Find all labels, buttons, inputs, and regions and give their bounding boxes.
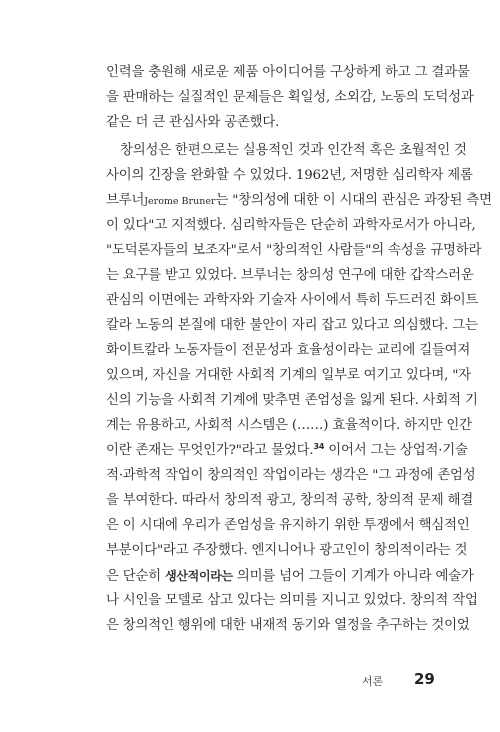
text-line: 을 판매하는 실질적인 문제들은 획일성, 소외감, 노동의 도덕성과 [106, 90, 474, 105]
text-line: 인력을 충원해 새로운 제품 아이디어를 구상하게 하고 그 결과물 [106, 65, 470, 80]
footnote-marker: 34 [313, 442, 325, 451]
text-line: 칼라 노동의 본질에 대한 불안이 자리 잡고 있다고 의심했다. 그는 [106, 318, 478, 333]
page-number: 29 [414, 670, 435, 688]
text-line [106, 440, 468, 462]
text-span: 는 "창의성에 대한 이 시대의 관심은 과장된 측면 [215, 193, 492, 208]
text-line: 창의성은 한편으로는 실용적인 것과 인간적 혹은 초월적인 것 [120, 143, 467, 158]
text-line: 화이트칼라 노동자들이 전문성과 효율성이라는 교리에 길들여져 [106, 343, 471, 358]
text-line: 적·과학적 작업이 창의적인 작업이라는 생각은 "그 과정에 존엄성 [106, 468, 476, 483]
text-line: 은 이 시대에 우리가 존엄성을 유지하기 위한 투쟁에서 핵심적인 [106, 518, 470, 533]
text-line: 부분이다"라고 주장했다. 엔지니어나 광고인이 창의적이라는 것 [106, 543, 468, 558]
text-line: 이 있다"고 지적했다. 심리학자들은 단순히 과학자로서가 아니라, [106, 218, 476, 233]
text-line [106, 190, 492, 212]
text-span: 브루너 [106, 193, 145, 208]
text-line: 나 시인을 모델로 삼고 있다는 의미를 지니고 있었다. 창의적 작업 [106, 593, 478, 608]
text-line: 관심의 이면에는 과학자와 기술자 사이에서 특히 두드러진 화이트 [106, 293, 479, 308]
text-line: 은 창의적인 행위에 대한 내재적 동기와 열정을 추구하는 것이었 [106, 618, 470, 633]
text-line: 는 요구를 받고 있었다. 브루너는 창의성 연구에 대한 갑작스러운 [106, 268, 474, 283]
text-line: 계는 유용하고, 사회적 시스템은 (……) 효율적이다. 하지만 인간 [106, 418, 472, 433]
emphasized-text: 생산적이라는 [165, 569, 233, 583]
text-line: 신의 기능을 사회적 기계에 맞추면 존엄성을 잃게 된다. 사회적 기 [106, 393, 478, 408]
text-span: 은 단순히 [106, 569, 166, 584]
text-line [106, 565, 474, 587]
text-line: 사이의 긴장을 완화할 수 있었다. 1962년, 저명한 심리학자 제롬 [106, 168, 473, 183]
text-line: 같은 더 큰 관심사와 공존했다. [106, 115, 280, 130]
text-span: 이란 존재는 무엇인가?"라고 물었다. [106, 443, 314, 458]
text-line: "도덕론자들의 보조자"로서 "창의적인 사람들"의 속성을 규명하라 [106, 243, 482, 258]
original-name: Jerome Bruner [144, 196, 216, 207]
text-line: 을 부여한다. 따라서 창의적 광고, 창의적 공학, 창의적 문제 해결 [106, 493, 474, 508]
text-line: 있으며, 자신을 거대한 사회적 기계의 일부로 여기고 있다며, "자 [106, 368, 471, 383]
text-span: 의미를 넘어 그들이 기계가 아니라 예술가 [232, 569, 474, 584]
text-span: 이어서 그는 상업적·기술 [324, 443, 468, 458]
running-footer-section: 서론 [362, 675, 384, 688]
